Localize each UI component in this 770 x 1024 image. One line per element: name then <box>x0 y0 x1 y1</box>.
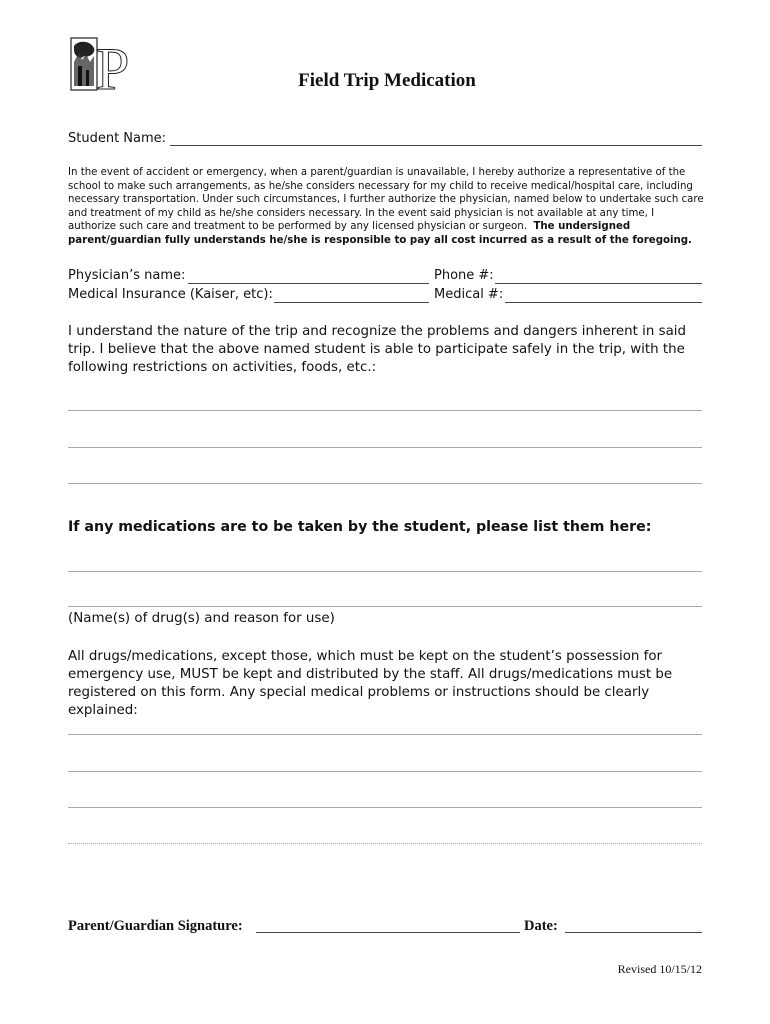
instructions-line-4[interactable] <box>68 843 702 844</box>
restrictions-line-3[interactable] <box>68 483 702 484</box>
medical-number-field[interactable] <box>505 302 702 303</box>
medications-caption: (Name(s) of drug(s) and reason for use) <box>68 611 338 627</box>
insurance-field[interactable] <box>274 302 429 303</box>
medications-line-1[interactable] <box>68 571 702 572</box>
revised-date: Revised 10/15/12 <box>617 962 702 976</box>
date-field[interactable] <box>565 932 702 933</box>
restrictions-line-1[interactable] <box>68 410 702 411</box>
medications-line-2[interactable] <box>68 606 702 607</box>
logo-letter: P <box>96 36 128 96</box>
medications-heading: If any medications are to be taken by the student, please list them here: <box>68 519 652 535</box>
restrictions-line-2[interactable] <box>68 447 702 448</box>
signature-label: Parent/Guardian Signature: <box>68 918 243 934</box>
authorization-text: In the event of accident or emergency, when a parent/guardian is unavailable, I hereby authorize a representative of the school to make such arrangements, as he/she considers necessary for my child to receive medical/hospital care, including necessary transportation. Under such circumstances, I further authorize the physician, named below to undertake such care and treatment of my child as he/she considers necessary. In the event said physician is not available at any time, I authorize such care and treatment to be performed by any licensed physician or surgeon. <box>68 167 704 233</box>
medical-number-label: Medical #: <box>434 287 506 303</box>
physician-name-label: Physician’s name: <box>68 268 188 284</box>
instructions-line-3[interactable] <box>68 807 702 808</box>
signature-field[interactable] <box>256 932 520 933</box>
medications-policy: All drugs/medications, except those, which must be kept on the student’s possession for emergency use, MUST be kept and distributed by the staff. All drugs/medications must be registered on this form. Any special medical problems or instructions should be clearly explained: <box>68 649 673 718</box>
authorization-bold-text: The undersigned parent/guardian fully understands he/she is responsible to pay all cost incurred as a result of the foregoing. <box>68 221 692 246</box>
phone-field[interactable] <box>495 283 702 284</box>
date-label: Date: <box>524 918 558 934</box>
restrictions-paragraph: I understand the nature of the trip and recognize the problems and dangers inherent in said trip. I believe that the above named student is able to participate safely in the trip, with the following restrictions on activities, foods, etc.: <box>68 324 687 375</box>
student-name-field[interactable] <box>170 145 702 146</box>
phone-label: Phone #: <box>434 268 497 284</box>
instructions-line-2[interactable] <box>68 771 702 772</box>
insurance-label: Medical Insurance (Kaiser, etc): <box>68 287 276 303</box>
physician-name-field[interactable] <box>188 283 429 284</box>
authorization-paragraph <box>68 166 704 248</box>
page-title: Field Trip Medication <box>298 70 476 91</box>
instructions-line-1[interactable] <box>68 734 702 735</box>
student-name-label: Student Name: <box>68 131 169 147</box>
